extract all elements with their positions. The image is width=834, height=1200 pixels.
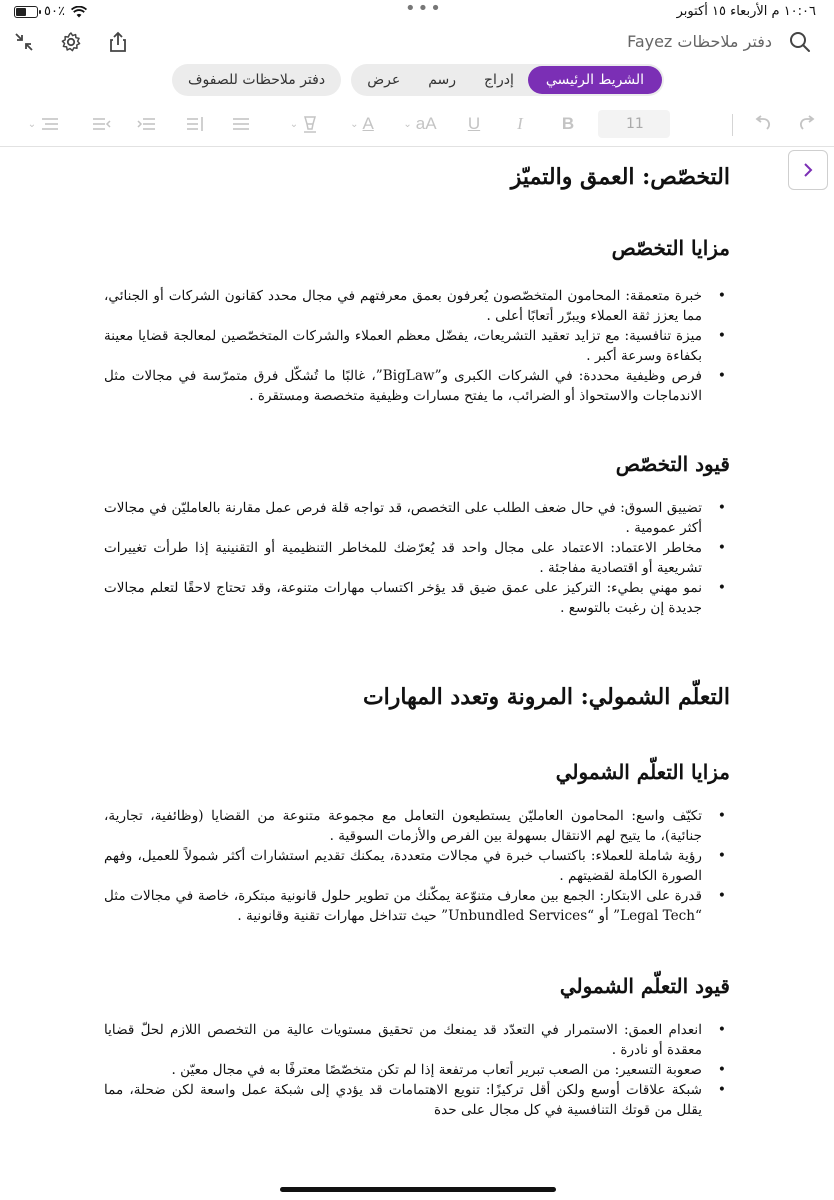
align-icon: [40, 116, 60, 132]
tabs-group: [351, 64, 664, 96]
battery-icon: [14, 6, 38, 18]
heading-generalist: التعلّم الشمولي: المرونة وتعدد المهارات: [362, 684, 730, 710]
heading-generalist-pros: مزايا التعلّم الشمولي: [555, 760, 730, 784]
multitasking-dots[interactable]: •••: [405, 0, 443, 19]
indent-icon[interactable]: [132, 110, 162, 138]
chevron-down-icon: ⌄: [27, 118, 37, 130]
bold-button[interactable]: B: [561, 114, 575, 133]
font-size-field[interactable]: 11: [598, 110, 670, 138]
highlighter-button[interactable]: [282, 110, 326, 138]
outdent-icon[interactable]: [86, 110, 116, 138]
list-item: • صعوبة التسعير: من الصعب تبرير أتعاب مرتفعة إذا لم تكن متخصّصًا معترفًا به في مجال معيّن .: [104, 1060, 730, 1080]
bullet-list-icon[interactable]: [226, 110, 256, 138]
heading-specialization-pros: مزايا التخصّص: [611, 236, 730, 260]
text-size-label: aA: [415, 114, 437, 133]
list-specialization-cons: [104, 498, 730, 618]
search-icon[interactable]: [784, 26, 816, 58]
status-bar: [0, 0, 834, 24]
undo-icon[interactable]: [748, 110, 778, 138]
battery-percent: ٥٠٪: [44, 4, 65, 19]
list-item: • شبكة علاقات أوسع ولكن أقل تركيزًا: تنويع الاهتمامات قد يؤدي إلى شبكة عمل واسعة لكن ضحلة، مما يقلل من قوتك التنافسية في كل مجال على حدة: [104, 1080, 730, 1120]
numbered-list-icon[interactable]: [180, 110, 210, 138]
text-size-button[interactable]: [398, 110, 442, 138]
list-specialization-pros: [104, 286, 730, 406]
list-item: • قدرة على الابتكار: الجمع بين معارف متنوّعة يمكّنك من تطوير حلول قانونية مبتكرة، خاصة في مجالات مثل “Legal Tech” أو “Unbundled Services” حيث تتداخل مهارات تقنية وقانونية .: [104, 886, 730, 926]
tab-insert[interactable]: إدراج: [484, 72, 514, 88]
status-time: ١٠:٠٦ م الأربعاء ١٥ أكتوبر: [676, 4, 816, 19]
ribbon-divider: [732, 114, 733, 136]
chevron-down-icon: ⌄: [403, 118, 412, 130]
list-item: • مخاطر الاعتماد: الاعتماد على مجال واحد قد يُعرّضك للمخاطر التنظيمية أو التقنينية إذا طرأت تغييرات تشريعية أو اقتصادية مفاجئة .: [104, 538, 730, 578]
redo-icon[interactable]: [792, 110, 822, 138]
list-item: • نمو مهني بطيء: التركيز على عمق ضيق قد يؤخر اكتساب مهارات متنوعة، وقد تحتاج لاحقًا لتعلم مجالات جديدة إن رغبت بالتوسع .: [104, 578, 730, 618]
expand-sections-button[interactable]: [788, 150, 828, 190]
ribbon-divider-line: [0, 146, 834, 147]
share-icon[interactable]: [102, 26, 134, 58]
list-item: • ميزة تنافسية: مع تزايد تعقيد التشريعات، يفضّل معظم العملاء والشركات المتخصّصين لمعالجة قضايا معينة بكفاءة وسرعة أكبر .: [104, 326, 730, 366]
list-item: • خبرة متعمقة: المحامون المتخصّصون يُعرفون بعمق معرفتهم في مجال محدد كقانون الشركات أو الجنائي، مما يعزز ثقة العملاء ويبرّر أتعابًا أعلى .: [104, 286, 730, 326]
format-ribbon: [0, 104, 834, 144]
list-generalist-pros: [104, 806, 730, 926]
list-item: • تضييق السوق: في حال ضعف الطلب على التخصص، قد تواجه قلة فرص عمل مقارنة بالعامليّن في مجالات أكثر عمومية .: [104, 498, 730, 538]
heading-specialization-cons: قيود التخصّص: [615, 452, 730, 476]
tab-class-notebook[interactable]: دفتر ملاحظات للصفوف: [172, 64, 341, 96]
font-color-label: A: [362, 114, 374, 133]
wifi-icon: [71, 6, 87, 18]
chevron-down-icon: ⌄: [289, 118, 299, 130]
collapse-icon[interactable]: [8, 26, 40, 58]
ribbon-tabs: [0, 64, 834, 98]
list-item: • فرص وظيفية محددة: في الشركات الكبرى و”BigLaw”، غالبًا ما تُشكّل فرق متمرّسة في مجالات مثل الاندماجات والاستحواذ أو الضرائب، ما يفتح مسارات وظيفية متخصصة ومستقرة .: [104, 366, 730, 406]
list-generalist-cons: [104, 1020, 730, 1120]
paragraph-format-button[interactable]: [22, 110, 66, 138]
gear-icon[interactable]: [55, 26, 87, 58]
top-toolbar: [0, 26, 834, 60]
status-indicators: [14, 4, 87, 19]
list-item: • تكيّف واسع: المحامون العامليّن يستطيعون التعامل مع مجموعة متنوعة من القضايا (وظائفية، تجارية، جنائية)، ما يتيح لهم الانتقال بسهولة بين الفرص والأزمات السوقية .: [104, 806, 730, 846]
tab-draw[interactable]: رسم: [428, 72, 457, 88]
highlighter-icon: [302, 115, 318, 133]
tab-view[interactable]: عرض: [367, 72, 401, 88]
list-item: • انعدام العمق: الاستمرار في التعدّد قد يمنعك من تحقيق مستويات عالية من التخصص اللازم لحلّ قضايا معقدة أو نادرة .: [104, 1020, 730, 1060]
heading-generalist-cons: قيود التعلّم الشمولي: [559, 974, 730, 998]
battery-level: [16, 8, 26, 16]
font-color-button[interactable]: [340, 110, 384, 138]
heading-specialization: التخصّص: العمق والتميّز: [510, 164, 730, 190]
underline-button[interactable]: U: [467, 114, 481, 133]
chevron-right-icon: [802, 162, 814, 178]
tab-home[interactable]: الشريط الرئيسي: [528, 66, 662, 94]
list-item: • رؤية شاملة للعملاء: باكتساب خبرة في مجالات متعددة، يمكنك تقديم استشارات أكثر شمولاً للعميل، وفهم الصورة الكاملة لقضيتهم .: [104, 846, 730, 886]
home-indicator[interactable]: [280, 1187, 556, 1192]
italic-button[interactable]: I: [517, 114, 523, 133]
chevron-down-icon: ⌄: [350, 118, 359, 130]
notebook-title[interactable]: دفتر ملاحظات Fayez: [627, 32, 772, 51]
